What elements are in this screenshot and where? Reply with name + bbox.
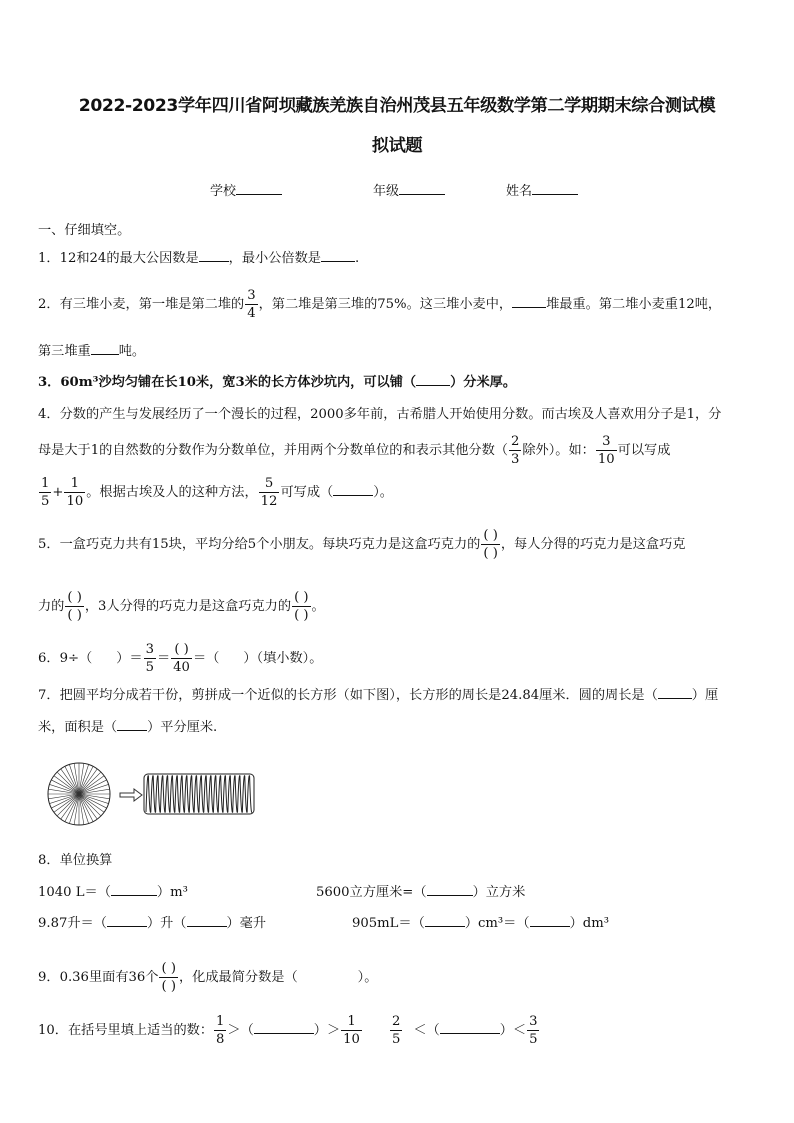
circle-sector-line [61, 769, 79, 794]
q6-f1-num: 3 [145, 642, 154, 657]
q2-text-a: 2．有三堆小麦，第一堆是第二堆的 [38, 297, 245, 312]
q5-text-a: 5．一盒巧克力共有15块，平均分给5个小朋友。每块巧克力是这盒巧克力的 [38, 537, 481, 552]
q5-f1-num: ( ) [483, 528, 498, 543]
circle-sector-line [61, 794, 79, 819]
q10-frac-2 [341, 1013, 362, 1048]
question-3 [38, 373, 762, 392]
q8-blank-2[interactable] [427, 883, 473, 896]
q10-gt-2: ）＞ [313, 1023, 341, 1038]
q2-blank-1[interactable] [512, 295, 546, 308]
q8-blank-4[interactable] [187, 914, 227, 927]
q8-r1-text-d: ）立方米 [472, 885, 526, 900]
q2-text-b: ，第二堆是第三堆的75%。这三堆小麦中， [258, 297, 513, 312]
q8-r2-text-c: ）毫升 [226, 916, 267, 931]
q4-frac-2 [596, 433, 617, 468]
q8-blank-1[interactable] [111, 883, 157, 896]
q4-f2-den: 10 [597, 452, 615, 467]
q10-frac-4 [527, 1013, 539, 1048]
q10-f3-num: 2 [391, 1014, 401, 1029]
approximate-rectangle [144, 774, 254, 814]
q7-text-b: ）厘 [691, 688, 719, 703]
q1-text-c: . [354, 251, 360, 266]
q6-f2-den: 40 [173, 660, 190, 675]
q7-text-c: 米，面积是（ [38, 720, 118, 735]
divided-circle [48, 763, 110, 825]
q10-lt-1: ＜（ [413, 1023, 440, 1038]
document-title [0, 86, 794, 166]
question-7-line-1 [38, 686, 762, 705]
q6-text-c: ＝（ [192, 651, 220, 666]
question-2 [38, 287, 762, 322]
q6-text-a: 6．9÷（ [38, 651, 93, 666]
school-blank[interactable] [236, 182, 282, 195]
q7-text-d: ）平分厘米. [147, 720, 218, 735]
question-8-heading: 8．单位换算 [38, 853, 113, 868]
q8-blank-6[interactable] [530, 914, 570, 927]
q8-r2-text-b: ）升（ [146, 916, 187, 931]
q4-f2-num: 3 [596, 433, 617, 451]
q3-text-b: ）分米厚。 [450, 375, 517, 390]
q4-text-c: 可以写成 [617, 443, 671, 458]
q4-text-e: 可写成（ [280, 485, 334, 500]
q6-frac-2[interactable] [171, 641, 192, 676]
question-4-line-3 [38, 475, 762, 510]
school-label: 学校 [210, 184, 237, 199]
name-field [506, 180, 578, 199]
grade-blank[interactable] [399, 182, 445, 195]
school-field [210, 180, 282, 199]
question-1 [38, 249, 762, 268]
q4-frac-3 [39, 475, 51, 510]
q4-f3-den: 5 [41, 494, 50, 509]
q10-f2-den: 10 [343, 1032, 360, 1047]
q6-frac-1 [144, 641, 156, 676]
q9-text-b: ，化成最简分数是（ [178, 970, 298, 985]
q5-f3-den: ( ) [294, 608, 309, 623]
q4-text-a: 母是大于1的自然数的分数作为分数单位，并用两个分数单位的和表示其他分数（ [38, 443, 508, 458]
q1-blank-1[interactable] [199, 249, 229, 262]
q10-f4-num: 3 [529, 1014, 538, 1029]
q10-f4-den: 5 [529, 1032, 538, 1047]
question-9 [38, 960, 762, 995]
q4-text-f: ）。 [373, 485, 393, 500]
q4-f3-num: 1 [41, 476, 50, 491]
q4-f5-den: 12 [260, 494, 278, 509]
q4-f1-den: 3 [510, 452, 520, 467]
question-4-line-1: 4．分数的产生与发展经历了一个漫长的过程，2000多年前，古希腊人开始使用分数。而古埃及人喜欢用分子是1，分 [38, 407, 722, 422]
q10-f3-den: 5 [391, 1032, 401, 1047]
grade-field [373, 180, 445, 199]
q10-blank-1[interactable] [254, 1021, 314, 1034]
q7-blank-2[interactable] [117, 718, 147, 731]
zigzag-rectangle [146, 776, 252, 813]
q8-r1-text-a: 1040 L＝（ [38, 885, 111, 900]
q10-gt-1: ＞（ [227, 1023, 254, 1038]
q8-r2-text-d: 905mL＝（ [352, 916, 425, 931]
q5-text-c: 力的 [38, 599, 65, 614]
q8-blank-5[interactable] [425, 914, 465, 927]
q4-frac-5 [259, 475, 280, 510]
q4-text-d: 。根据古埃及人的这种方法， [86, 485, 258, 500]
circle-to-rectangle-figure [44, 752, 264, 832]
q2-frac-den: 4 [247, 306, 256, 321]
q5-frac-2[interactable] [65, 589, 83, 624]
q8-r2-text-e: ）cm³＝（ [464, 916, 530, 931]
circle-sector-line [79, 794, 97, 819]
q10-text-a: 10．在括号里填上适当的数： [38, 1023, 214, 1038]
q6-f2-num: ( ) [171, 641, 192, 659]
q5-f2-den: ( ) [67, 608, 82, 623]
q10-f2-num: 1 [341, 1013, 362, 1031]
q8-r1-text-c: 5600立方厘米=（ [316, 885, 427, 900]
q2-fraction [245, 287, 257, 322]
question-10 [38, 1013, 762, 1048]
q4-text-b: 除外）。如： [522, 443, 595, 458]
q2-text-c: 堆最重。第二堆小麦重12吨， [546, 297, 722, 312]
grade-label: 年级 [373, 184, 400, 199]
q4-frac-1 [509, 433, 521, 468]
circle-sector-line [79, 769, 97, 794]
q1-blank-2[interactable] [321, 249, 355, 262]
q10-lt-2: ）＜ [499, 1023, 527, 1038]
name-blank[interactable] [532, 182, 578, 195]
q10-frac-1 [214, 1013, 226, 1048]
q6-f1-den: 5 [145, 660, 154, 675]
circle-sector-line [54, 776, 79, 794]
q4-frac-4 [64, 475, 85, 510]
q3-blank[interactable] [416, 373, 450, 386]
q4-plus: + [52, 485, 64, 500]
q9-text-a: 9．0.36里面有36个 [38, 970, 159, 985]
question-2-cont [38, 342, 762, 361]
q8-r1-text-b: ）m³ [156, 885, 188, 900]
name-label: 姓名 [506, 184, 533, 199]
q2-blank-2[interactable] [91, 342, 119, 355]
q5-text-b: ，每人分得的巧克力是这盒巧克 [500, 537, 686, 552]
q10-f1-num: 1 [216, 1014, 225, 1029]
q4-f5-num: 5 [259, 475, 280, 493]
q8-r2-text-a: 9.87升＝（ [38, 916, 107, 931]
q10-f1-den: 8 [216, 1032, 225, 1047]
title-line-1: 2022-2023学年四川省阿坝藏族羌族自治州茂县五年级数学第二学期期末综合测试模 [78, 96, 716, 116]
q9-frac-den: ( ) [161, 979, 176, 994]
q5-f2-num: ( ) [67, 590, 82, 605]
q7-text-a: 7．把圆平均分成若干份，剪拼成一个近似的长方形（如下图），长方形的周长是24.84厘米．圆的周长是（ [38, 688, 658, 703]
q9-text-c: ）。 [357, 970, 378, 985]
q5-frac-3[interactable] [292, 589, 310, 624]
q6-text-b: ）＝ [116, 651, 143, 666]
section-heading: 一、仔细填空。 [38, 223, 131, 238]
q10-blank-2[interactable] [440, 1021, 500, 1034]
q8-r2-text-f: ）dm³ [569, 916, 609, 931]
q6-eq: ＝ [156, 651, 171, 666]
q1-text-a: 1．12和24的最大公因数是 [38, 251, 199, 266]
question-5-line-2 [38, 589, 762, 624]
q4-f4-num: 1 [64, 475, 85, 493]
q7-blank-1[interactable] [658, 686, 692, 699]
circle-sector-line [79, 776, 104, 794]
q5-frac-1[interactable] [481, 527, 499, 562]
question-6 [38, 641, 762, 676]
q2-text-d: 第三堆重 [38, 344, 91, 359]
q2-frac-num: 3 [247, 288, 256, 303]
circle-sector-line [79, 794, 104, 812]
question-5-line-1 [38, 527, 762, 562]
q9-frac-num: ( ) [161, 961, 176, 976]
title-line-2: 拟试题 [371, 136, 423, 156]
q4-f4-den: 10 [66, 494, 84, 509]
q5-f1-den: ( ) [483, 546, 498, 561]
q1-text-b: ，最小公倍数是 [228, 251, 321, 266]
q5-f3-num: ( ) [294, 590, 309, 605]
q4-blank[interactable] [333, 483, 373, 496]
q4-f1-num: 2 [510, 434, 520, 449]
arrow-icon [120, 789, 142, 801]
question-7-line-2 [38, 718, 762, 737]
question-4-line-2 [38, 433, 762, 468]
q5-text-d: ，3人分得的巧克力是这盒巧克力的 [84, 599, 292, 614]
q10-frac-3 [390, 1013, 402, 1048]
q3-text-a: 3．60m³沙均匀铺在长10米，宽3米的长方体沙坑内，可以铺（ [38, 375, 417, 390]
q5-text-e: 。 [311, 599, 325, 614]
q6-text-d: ）（填小数）。 [243, 651, 323, 666]
q2-text-e: 吨。 [118, 344, 146, 359]
circle-sector-line [54, 794, 79, 812]
q9-frac[interactable] [159, 960, 177, 995]
q8-blank-3[interactable] [107, 914, 147, 927]
